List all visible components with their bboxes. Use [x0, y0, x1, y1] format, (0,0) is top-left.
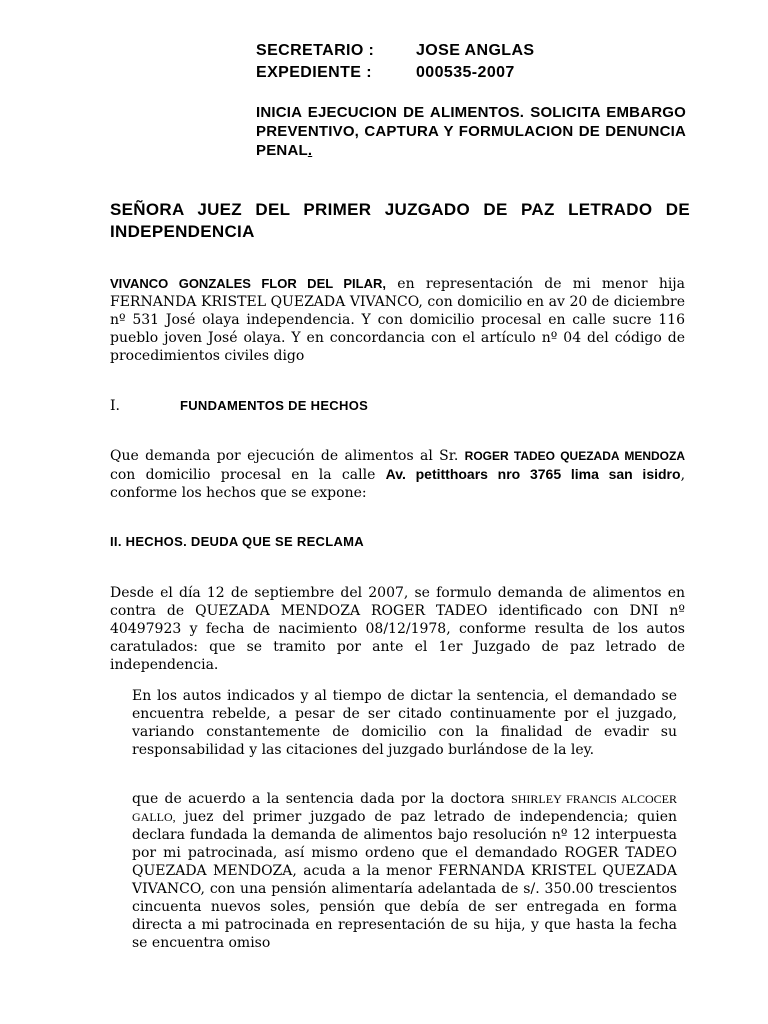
section-1-text-end: , conforme los hechos que se expone: [110, 467, 686, 501]
section-1-number: I. [110, 398, 120, 414]
paragraph-3-start: que de acuerdo a la sentencia dada por la doctora [132, 791, 512, 807]
section-1-text-mid: con domicilio procesal en la calle [110, 467, 386, 483]
section-2-paragraph-1: Desde el día 12 de septiembre del 2007, se formulo demanda de alimentos en contra de QUEZADA MENDOZA ROGER TADEO identificado con DNI nº 40497923 y fecha de nacimiento 08/12/1978, conforme resulta de los autos caratulados: que se tramito por ante el 1er Juzgado de paz letrado de independencia. [110, 585, 685, 673]
section-1-paragraph [110, 447, 685, 502]
expediente-value: 000535-2007 [416, 64, 515, 81]
intro-paragraph [110, 275, 685, 365]
section-2-paragraph-3 [132, 790, 677, 952]
expediente-label: EXPEDIENTE : [256, 64, 372, 81]
secretario-line [256, 42, 696, 60]
expediente-line [256, 64, 696, 82]
plaintiff-name: VIVANCO GONZALES FLOR DEL PILAR, [110, 276, 387, 291]
subject-period: . [307, 142, 313, 159]
judge-name: SHIRLEY FRANCIS ALCOCER GALLO, [132, 792, 678, 824]
secretario-label: SECRETARIO : [256, 42, 375, 59]
section-1-text-start: Que demanda por ejecución de alimentos al Sr. [110, 448, 465, 464]
subject-summary [256, 103, 686, 160]
paragraph-3-end: juez del primer juzgado de paz letrado de independencia; quien declara fundada la demanda de alimentos bajo resolución nº 12 interpuesta por mi patrocinada, así mismo ordeno que el demandado ROGER TADEO QUEZADA MENDOZA, acuda a la menor FERNANDA KRISTEL QUEZADA VIVANCO, con una pensión alimentaría adelantada de s/. 350.00 trescientos cincuenta nuevos soles, pensión que debía de ser entregada en forma directa a mi patrocinada en representación de su hija, y que hasta la fecha se encuentra omiso [132, 809, 677, 951]
section-2-paragraph-2: En los autos indicados y al tiempo de dictar la sentencia, el demandado se encuentra rebelde, a pesar de ser citado continuamente por el juzgado, variando constantemente de domicilio con la finalidad de evadir su responsabilidad y las citaciones del juzgado burlándose de la ley. [132, 688, 677, 758]
defendant-name: ROGER TADEO QUEZADA MENDOZA [464, 449, 685, 463]
addressee: SEÑORA JUEZ DEL PRIMER JUZGADO DE PAZ LETRADO DE INDEPENDENCIA [110, 200, 690, 241]
secretario-value: JOSE ANGLAS [416, 42, 535, 59]
defendant-address: Av. petitthoars nro 3765 lima san isidro [385, 466, 681, 482]
subject-text: INICIA EJECUCION DE ALIMENTOS. SOLICITA EMBARGO PREVENTIVO, CAPTURA Y FORMULACION DE DENUNCIA PENAL [256, 104, 686, 159]
section-2-title: II. HECHOS. DEUDA QUE SE RECLAMA [110, 534, 364, 549]
intro-text: en representación de mi menor hija FERNANDA KRISTEL QUEZADA VIVANCO, con domicilio en av 20 de diciembre nº 531 José olaya independencia. Y con domicilio procesal en calle sucre 116 pueblo joven José olaya. Y en concordancia con el artículo nº 04 del código de procedimientos civiles digo [110, 276, 685, 364]
section-1-title: FUNDAMENTOS DE HECHOS [180, 398, 369, 413]
